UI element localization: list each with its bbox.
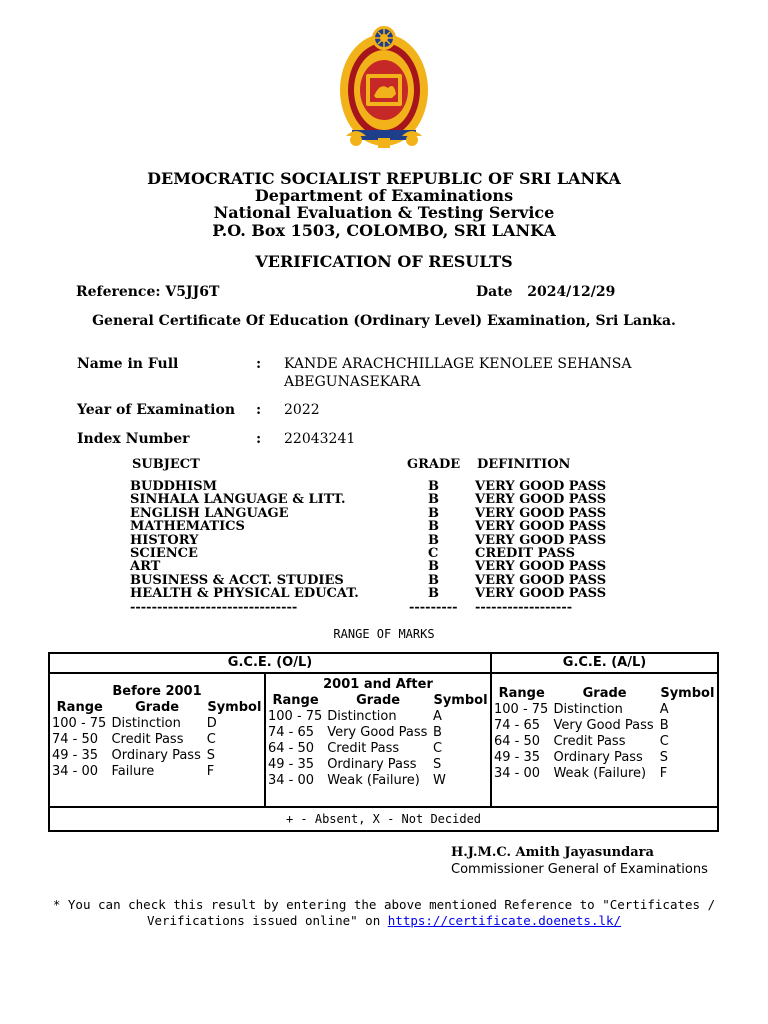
symbol-cell: S bbox=[433, 757, 442, 772]
year-label: Year of Examination bbox=[77, 402, 236, 418]
range-cell: 34 - 00 bbox=[494, 766, 541, 781]
subject-grade: B bbox=[428, 532, 439, 548]
subject-name: ART bbox=[130, 559, 161, 575]
grade-header: GRADE bbox=[407, 457, 461, 472]
exam-title: General Certificate Of Education (Ordinary Level) Examination, Sri Lanka. bbox=[92, 313, 676, 329]
range-footnote: + - Absent, X - Not Decided bbox=[49, 807, 718, 831]
grade-divider: --------- bbox=[409, 599, 458, 615]
result-row bbox=[130, 534, 620, 547]
subject-grade: B bbox=[428, 586, 439, 602]
range-of-marks-title: RANGE OF MARKS bbox=[333, 627, 435, 641]
reference-line bbox=[76, 284, 219, 300]
index-value: 22043241 bbox=[284, 431, 356, 447]
subject-definition: VERY GOOD PASS bbox=[475, 479, 607, 494]
range-cell: 74 - 65 bbox=[494, 718, 541, 733]
result-row bbox=[130, 507, 620, 520]
subject-grade: B bbox=[428, 519, 439, 535]
table-row bbox=[492, 702, 717, 718]
results-divider bbox=[130, 601, 620, 614]
al-header: G.C.E. (A/L) bbox=[491, 653, 718, 673]
range-cell: 100 - 75 bbox=[494, 702, 549, 717]
col-grade: Grade bbox=[582, 686, 627, 701]
subject-name: ENGLISH LANGUAGE bbox=[130, 505, 289, 521]
subject-name: SCIENCE bbox=[130, 545, 198, 561]
reference-label: Reference: bbox=[76, 284, 161, 300]
after-2001-cell bbox=[265, 673, 491, 807]
symbol-cell: B bbox=[433, 725, 442, 740]
after-2001-title: 2001 and After bbox=[323, 677, 433, 692]
table-row bbox=[50, 732, 264, 748]
service-title: National Evaluation & Testing Service bbox=[213, 203, 555, 222]
year-value: 2022 bbox=[284, 402, 320, 418]
date-value: 2024/12/29 bbox=[527, 284, 616, 300]
result-row bbox=[130, 560, 620, 573]
date-label: Date bbox=[476, 284, 513, 300]
ol-header: G.C.E. (O/L) bbox=[49, 653, 491, 673]
col-symbol: Symbol bbox=[433, 693, 488, 708]
col-grade: Grade bbox=[135, 700, 180, 715]
range-cell: 100 - 75 bbox=[52, 716, 107, 731]
symbol-cell: S bbox=[659, 750, 668, 765]
name-value-line2: ABEGUNASEKARA bbox=[284, 374, 421, 390]
result-row bbox=[130, 547, 620, 560]
subject-definition: VERY GOOD PASS bbox=[475, 505, 607, 521]
col-range: Range bbox=[272, 693, 319, 708]
symbol-cell: D bbox=[206, 716, 217, 731]
symbol-cell: A bbox=[659, 702, 669, 717]
date-line bbox=[476, 284, 615, 300]
subject-name: MATHEMATICS bbox=[130, 519, 245, 535]
definition-header: DEFINITION bbox=[477, 457, 571, 472]
grade-cell: Weak (Failure) bbox=[327, 773, 420, 788]
name-colon: : bbox=[256, 356, 262, 372]
name-label: Name in Full bbox=[77, 356, 179, 372]
al-cell bbox=[491, 673, 718, 807]
table-row bbox=[266, 741, 490, 757]
subject-definition: VERY GOOD PASS bbox=[475, 492, 607, 508]
document-title: VERIFICATION OF RESULTS bbox=[255, 252, 513, 271]
table-row bbox=[492, 734, 717, 750]
range-cell: 34 - 00 bbox=[268, 773, 315, 788]
reference-value: V5JJ6T bbox=[165, 284, 220, 300]
grade-cell: Failure bbox=[111, 764, 155, 779]
col-range: Range bbox=[498, 686, 545, 701]
table-row bbox=[50, 764, 264, 780]
notice-line2 bbox=[0, 913, 768, 929]
country-title: DEMOCRATIC SOCIALIST REPUBLIC OF SRI LANKA bbox=[147, 169, 621, 188]
grade-cell: Credit Pass bbox=[111, 732, 184, 747]
results-list bbox=[130, 480, 620, 614]
table-row bbox=[266, 709, 490, 725]
notice-line2-text: Verifications issued online" on bbox=[146, 913, 388, 928]
signatory-title: Commissioner General of Examinations bbox=[451, 862, 708, 877]
symbol-cell: A bbox=[433, 709, 442, 724]
grade-cell: Distinction bbox=[111, 716, 181, 731]
after-2001-table bbox=[266, 693, 490, 789]
range-cell: 74 - 65 bbox=[268, 725, 315, 740]
table-row bbox=[492, 750, 717, 766]
verification-notice bbox=[0, 897, 768, 929]
range-cell: 100 - 75 bbox=[268, 709, 323, 724]
result-row bbox=[130, 480, 620, 493]
grade-cell: Ordinary Pass bbox=[111, 748, 201, 763]
grade-cell: Distinction bbox=[327, 709, 397, 724]
table-row bbox=[492, 766, 717, 782]
subject-grade: B bbox=[428, 492, 439, 508]
notice-line1: * You can check this result by entering the above mentioned Reference to "Certificates / bbox=[52, 897, 716, 912]
table-row bbox=[266, 773, 490, 789]
range-cell: 64 - 50 bbox=[268, 741, 315, 756]
range-cell: 49 - 35 bbox=[268, 757, 315, 772]
col-range: Range bbox=[56, 700, 103, 715]
table-row bbox=[266, 725, 490, 741]
table-row bbox=[492, 718, 717, 734]
symbol-cell: F bbox=[659, 766, 668, 781]
subject-definition: CREDIT PASS bbox=[475, 545, 576, 561]
subject-name: BUDDHISM bbox=[130, 479, 218, 494]
col-grade: Grade bbox=[356, 693, 401, 708]
table-row bbox=[50, 748, 264, 764]
subject-divider: ------------------------------- bbox=[130, 599, 298, 615]
sri-lanka-emblem bbox=[336, 18, 432, 150]
result-row bbox=[130, 493, 620, 506]
symbol-cell: W bbox=[433, 773, 446, 788]
signatory-name: H.J.M.C. Amith Jayasundara bbox=[451, 845, 654, 860]
result-row bbox=[130, 574, 620, 587]
symbol-cell: B bbox=[659, 718, 669, 733]
grade-cell: Weak (Failure) bbox=[553, 766, 647, 781]
department-title: Department of Examinations bbox=[254, 186, 514, 205]
subject-grade: B bbox=[428, 505, 439, 521]
col-symbol: Symbol bbox=[660, 686, 715, 701]
subject-name: BUSINESS & ACCT. STUDIES bbox=[130, 572, 344, 588]
definition-divider: ------------------ bbox=[475, 599, 573, 615]
grade-cell: Credit Pass bbox=[327, 741, 400, 756]
table-row bbox=[266, 757, 490, 773]
subject-grade: B bbox=[428, 479, 439, 494]
before-2001-cell bbox=[49, 673, 265, 807]
range-of-marks-table bbox=[48, 652, 719, 832]
subject-grade: B bbox=[428, 559, 439, 575]
symbol-cell: C bbox=[433, 741, 443, 756]
result-row bbox=[130, 587, 620, 600]
subject-definition: VERY GOOD PASS bbox=[475, 532, 607, 548]
range-cell: 49 - 35 bbox=[494, 750, 541, 765]
name-value-line1: KANDE ARACHCHILLAGE KENOLEE SEHANSA bbox=[284, 356, 632, 372]
subject-definition: VERY GOOD PASS bbox=[475, 586, 607, 602]
subject-grade: B bbox=[428, 572, 439, 588]
certificate-portal-link[interactable]: https://certificate.doenets.lk/ bbox=[387, 913, 622, 928]
index-label: Index Number bbox=[77, 431, 190, 447]
postal-address: P.O. Box 1503, COLOMBO, SRI LANKA bbox=[212, 221, 556, 240]
grade-cell: Ordinary Pass bbox=[327, 757, 417, 772]
before-2001-title: Before 2001 bbox=[112, 684, 202, 699]
index-colon: : bbox=[256, 431, 262, 447]
symbol-cell: S bbox=[206, 748, 215, 763]
range-cell: 49 - 35 bbox=[52, 748, 99, 763]
subject-name: SINHALA LANGUAGE & LITT. bbox=[130, 492, 346, 508]
before-2001-table bbox=[50, 700, 264, 780]
result-row bbox=[130, 520, 620, 533]
symbol-cell: F bbox=[206, 764, 215, 779]
subject-definition: VERY GOOD PASS bbox=[475, 572, 607, 588]
symbol-cell: C bbox=[206, 732, 216, 747]
table-row bbox=[50, 716, 264, 732]
grade-cell: Distinction bbox=[553, 702, 623, 717]
grade-cell: Very Good Pass bbox=[327, 725, 428, 740]
subject-name: HEALTH & PHYSICAL EDUCAT. bbox=[130, 586, 359, 602]
col-symbol: Symbol bbox=[207, 700, 262, 715]
range-cell: 74 - 50 bbox=[52, 732, 99, 747]
subject-definition: VERY GOOD PASS bbox=[475, 519, 607, 535]
symbol-cell: C bbox=[659, 734, 669, 749]
grade-cell: Very Good Pass bbox=[553, 718, 654, 733]
grade-cell: Credit Pass bbox=[553, 734, 626, 749]
grade-cell: Ordinary Pass bbox=[553, 750, 643, 765]
al-table bbox=[492, 686, 717, 782]
subject-grade: C bbox=[428, 545, 439, 561]
subject-header: SUBJECT bbox=[132, 457, 200, 472]
subject-definition: VERY GOOD PASS bbox=[475, 559, 607, 575]
range-cell: 34 - 00 bbox=[52, 764, 99, 779]
range-cell: 64 - 50 bbox=[494, 734, 541, 749]
year-colon: : bbox=[256, 402, 262, 418]
subject-name: HISTORY bbox=[130, 532, 199, 548]
